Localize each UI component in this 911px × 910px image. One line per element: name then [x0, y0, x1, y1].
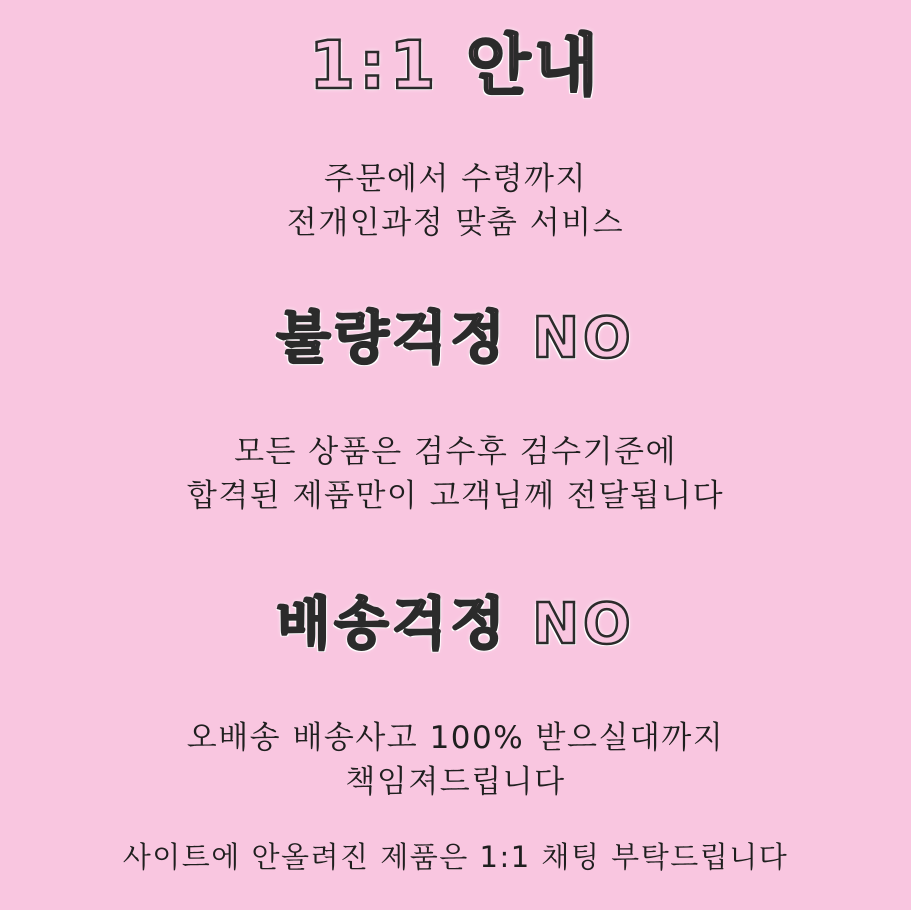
intro-text	[287, 157, 624, 245]
section-two-text	[187, 716, 724, 804]
intro-line-2: 전개인과정 맞춤 서비스	[286, 204, 625, 241]
section-one-heading: 불량걱정 NO	[276, 306, 635, 372]
section-two-line-2: 책임져드립니다	[345, 764, 566, 800]
section-one-line-1: 모든 상품은 검수후 검수기준에	[234, 434, 677, 471]
section-two-heading: 배송걱정 NO	[276, 592, 635, 658]
section-two-line-1: 오배송 배송사고 100% 받으실대까지	[186, 719, 725, 756]
intro-line-1: 주문에서 수령까지	[324, 160, 587, 197]
section-one-text	[187, 430, 724, 518]
section-two-block	[0, 685, 911, 835]
intro-block	[0, 126, 911, 276]
footer-note: 사이트에 안올려진 제품은 1:1 채팅 부탁드립니다	[122, 840, 789, 875]
page-title: 1:1 안내	[309, 27, 602, 104]
section-one-block	[0, 399, 911, 549]
section-one-line-2: 합격된 제품만이 고객님께 전달됩니다	[186, 478, 725, 515]
